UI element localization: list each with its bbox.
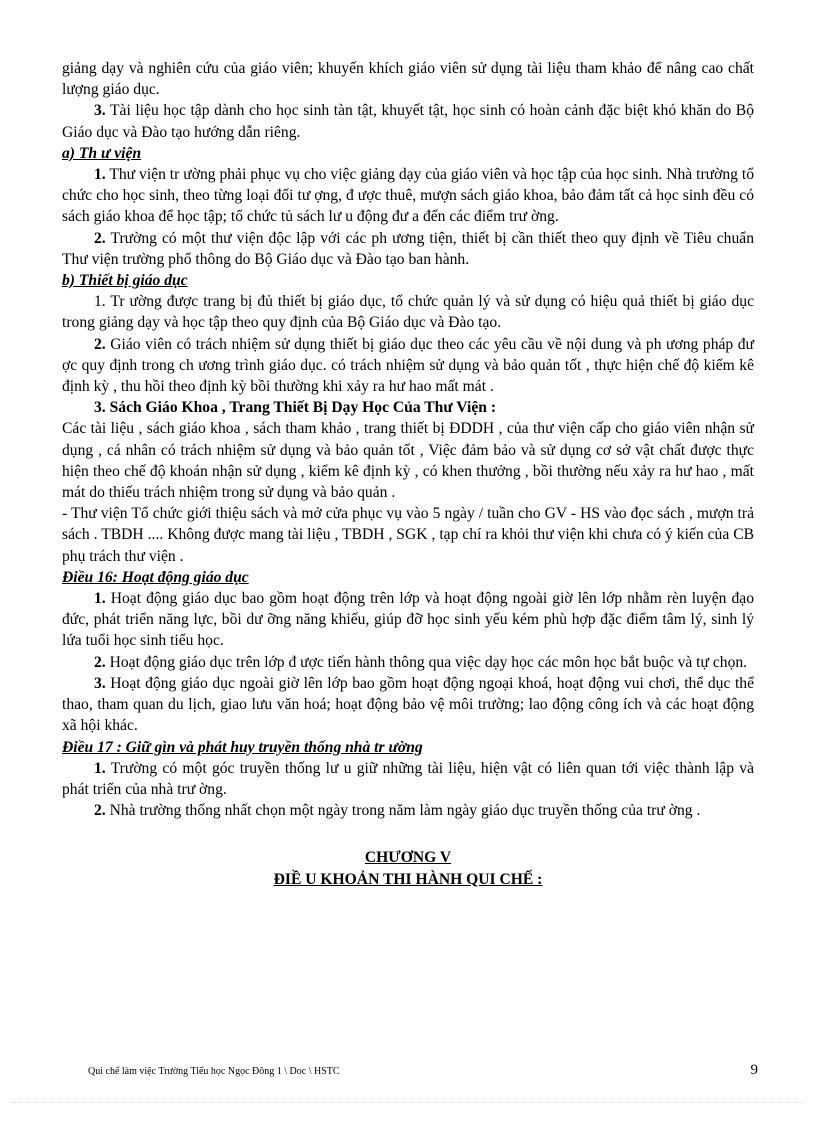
paragraph-text: - Thư viện Tổ chức giới thiệu sách và mở cửa phục vụ vào 5 ngày / tuần cho GV - HS vào đọc sách , mượn trả sách . TBDH .... Không được mang tài liệu , TBDH , SGK , tạp chí ra khỏi thư viện khi chưa có ý kiến của CB phụ trách thư viện . — [62, 505, 754, 565]
section-heading: b) Thiết bị giáo dục — [62, 272, 188, 290]
page-number: 9 — [750, 1062, 758, 1078]
paragraph-text: Hoạt động giáo dục ngoài giờ lên lớp bao gồm hoạt động ngoại khoá, hoạt động vui chơi, thể dục thể thao, tham quan du lịch, giao lưu văn hoá; hoạt động bảo vệ môi trường; lao động công ích và các hoạt động xã hội khác. — [62, 674, 754, 735]
chapter-heading — [62, 847, 754, 889]
paragraph-number: 3. Sách Giáo Khoa , Trang Thiết Bị Dạy Học Của Thư Viện : — [94, 399, 497, 417]
footer-path: Qui chế làm việc Trường Tiểu học Ngọc Đông 1 \ Doc \ HSTC — [88, 1066, 340, 1077]
section-heading: Điều 16: Hoạt động giáo dục — [62, 568, 249, 586]
paragraph-text: giảng dạy và nghiên cứu của giáo viên; khuyến khích giáo viên sử dụng tài liệu tham khảo để nâng cao chất lượng giáo dục. — [62, 60, 754, 99]
section-heading: a) Th ư viện — [62, 144, 142, 162]
paragraph-number: 2. — [94, 335, 106, 353]
paragraph — [62, 164, 754, 228]
paragraph-text: Giáo viên có trách nhiệm sử dụng thiết bị giáo dục theo các yêu cầu về nội dung và ph ương pháp đư ợc quy định trong ch ương trình giáo dục. có trách nhiệm sử dụng và bảo quản tốt , thực hiện chế độ kiểm kê định kỳ , thu hồi theo định kỳ bồi thường khi xảy ra hư hao mất mát . — [62, 335, 754, 396]
paragraph-text: Hoạt động giáo dục trên lớp đ ược tiến hành thông qua việc dạy học các môn học bắt buộc và tự chọn. — [105, 653, 748, 671]
paragraph — [62, 418, 754, 503]
paragraph-text: Các tài liệu , sách giáo khoa , sách tham khảo , trang thiết bị ĐDDH , của thư viện cấp cho giáo viên nhận sử dụng , cá nhân có trách nhiệm sử dụng và bảo quản tốt , Việc đảm bảo và sử dụng cơ sở vật chất được thực hiện theo chế độ khoán nhận sử dụng , kiểm kê định kỳ , có khen thưởng , bồi thường nếu xảy ra hư hao , mất mát do thiếu trách nhiệm trong sử dụng và bảo quản . — [62, 420, 754, 502]
paragraph — [62, 291, 754, 333]
section-heading: Điều 17 : Giữ gìn và phát huy truyền thống nhà tr ường — [62, 738, 423, 756]
paragraph-number: 3. — [94, 674, 106, 692]
paragraph-number: 3. — [94, 102, 106, 120]
paragraph — [62, 503, 754, 567]
paragraph-number: 2. — [94, 802, 106, 820]
paragraph-text: 1. Tr ường được trang bị đủ thiết bị giáo dục, tổ chức quản lý và sử dụng có hiệu quả thiết bị giáo dục trong giảng dạy và học tập theo quy định của Bộ Giáo dục và Đào tạo. — [62, 293, 754, 332]
paragraph — [62, 334, 754, 398]
page-footer — [88, 1062, 758, 1079]
paragraph-number: 1. — [94, 166, 106, 184]
chapter-title: ĐIỀ U KHOẢN THI HÀNH QUI CHẾ : — [273, 870, 543, 888]
paragraph — [62, 652, 754, 673]
paragraph — [62, 58, 754, 100]
page-boundary — [12, 1102, 804, 1103]
paragraph-text: Thư viện tr ường phải phục vụ cho việc giảng dạy của giáo viên và học tập của học sinh. Nhà trường tổ chức cho học sinh, theo từng loại đối tư ợng, đ ược thuê, mượn sách giáo khoa, bảo đảm tất cả học sinh đều có sách giáo khoa để học tập; tổ chức tủ sách lư u động đư a đến các điểm trư ờng. — [62, 166, 754, 226]
paragraph — [62, 800, 754, 821]
document-page — [62, 58, 754, 890]
paragraph-number: 2. — [94, 653, 106, 671]
paragraph-number: 1. — [94, 590, 106, 608]
paragraph-text: Trường có một góc truyền thống lư u giữ những tài liệu, hiện vật có liên quan tới việc thành lập và phát triển của nhà trư ờng. — [62, 759, 754, 798]
paragraph — [62, 228, 754, 270]
document-body — [62, 58, 754, 821]
chapter-number: CHƯƠNG V — [364, 849, 452, 867]
paragraph — [62, 588, 754, 652]
paragraph-number: 2. — [94, 229, 106, 247]
paragraph-text: Hoạt động giáo dục bao gồm hoạt động trên lớp và hoạt động ngoài giờ lên lớp nhằm rèn luyện đạo đức, phát triển năng lực, bồi dư ỡng năng khiếu, giúp đỡ học sinh yếu kém phù hợp đặc điểm tâm lý, sinh lý lứa tuổi học sinh tiểu học. — [62, 590, 754, 650]
paragraph — [62, 100, 754, 142]
paragraph-text: Tài liệu học tập dành cho học sinh tàn tật, khuyết tật, học sinh có hoàn cảnh đặc biệt khó khăn do Bộ Giáo dục và Đào tạo hướng dẫn riêng. — [62, 102, 754, 141]
paragraph-text: Nhà trường thống nhất chọn một ngày trong năm làm ngày giáo dục truyền thống của trư ờng . — [105, 802, 701, 820]
paragraph — [62, 673, 754, 737]
paragraph-number: 1. — [94, 759, 106, 777]
paragraph — [62, 397, 754, 418]
paragraph-text: Trường có một thư viện độc lập với các ph ương tiện, thiết bị cần thiết theo quy định về Tiêu chuẩn Thư viện trường phổ thông do Bộ Giáo dục và Đào tạo ban hành. — [62, 229, 754, 268]
paragraph — [62, 758, 754, 800]
